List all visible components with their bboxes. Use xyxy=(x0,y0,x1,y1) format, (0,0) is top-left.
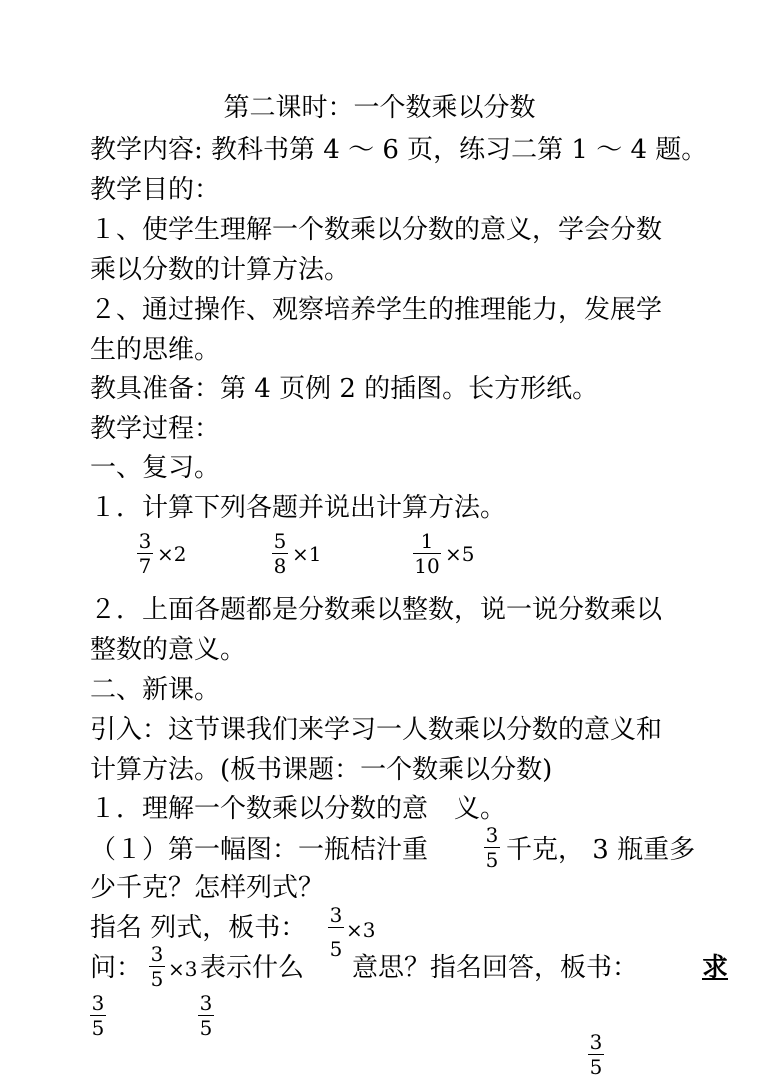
fraction-3-5-board-multiplier: ×3 xyxy=(346,918,376,942)
review-question-1: １．计算下列各题并说出计算方法。 xyxy=(90,493,507,523)
fraction-3-5-board: 3 xyxy=(329,903,343,927)
new-lesson-heading: 二、新课。 xyxy=(90,675,221,705)
fraction-3-5-left: 3 5 xyxy=(91,991,105,1040)
figure-1-question-end: 千克， 3 瓶重多 xyxy=(506,835,696,865)
fraction-3-5-ask-multiplier: ×3 xyxy=(168,957,198,981)
review-question-2-line-2: 整数的意义。 xyxy=(90,635,247,665)
figure-1-question-start: （１）第一幅图：一瓶桔汁重 xyxy=(90,835,429,865)
fraction-3-5-juice: 3 5 xyxy=(485,823,499,872)
goal-1-line-2: 乘以分数的计算方法。 xyxy=(90,255,351,285)
teaching-tools: 教具准备：第 4 页例 2 的插图。长方形纸。 xyxy=(90,374,599,404)
goal-2-line-2: 生的思维。 xyxy=(90,335,221,365)
fraction-1-10-multiplier: ×5 xyxy=(445,542,475,566)
teaching-content: 教学内容: 教科书第 4 ～ 6 页，练习二第 1 ～ 4 题。 xyxy=(90,135,708,165)
ask-prefix: 问： xyxy=(90,953,143,983)
review-heading: 一、复习。 xyxy=(90,453,221,483)
name-list-prompt: 指名 列式，板书： xyxy=(90,913,307,943)
fraction-5-8: 5 8 xyxy=(273,529,287,578)
fraction-5-8-multiplier: ×1 xyxy=(292,542,322,566)
fraction-3-5-bottom: 3 5 xyxy=(589,1030,603,1079)
lesson-title: 第二课时：一个数乘以分数 xyxy=(223,93,536,123)
fraction-3-7-multiplier: ×2 xyxy=(157,542,187,566)
ask-bold-word: 求 xyxy=(702,953,729,983)
ask-end: 意思？指名回答，板书： xyxy=(352,953,639,983)
fraction-1-10: 1 10 xyxy=(414,529,440,578)
figure-1-question-line-2: 少千克？怎样列式？ xyxy=(90,873,325,903)
teaching-goal-heading: 教学目的： xyxy=(90,175,221,205)
part-1-heading: １．理解一个数乘以分数的意 义。 xyxy=(90,794,507,824)
intro-line-1: 引入：这节课我们来学习一人数乘以分数的意义和 xyxy=(90,715,663,745)
fraction-3-5-middle: 3 5 xyxy=(199,991,213,1040)
ask-middle: 表示什么 xyxy=(200,953,305,983)
goal-2-line-1: ２、通过操作、观察培养学生的推理能力，发展学 xyxy=(90,295,663,325)
teaching-process-heading: 教学过程： xyxy=(90,414,221,444)
fraction-stray-denominator: 5 xyxy=(329,937,343,961)
goal-1-line-1: １、使学生理解一个数乘以分数的意义，学会分数 xyxy=(90,215,663,245)
fraction-3-5-ask: 3 5 xyxy=(150,942,164,991)
intro-line-2: 计算方法。(板书课题：一个数乘以分数) xyxy=(90,755,553,785)
fraction-3-7: 3 7 xyxy=(138,529,152,578)
review-question-2-line-1: ２．上面各题都是分数乘以整数，说一说分数乘以 xyxy=(90,595,663,625)
